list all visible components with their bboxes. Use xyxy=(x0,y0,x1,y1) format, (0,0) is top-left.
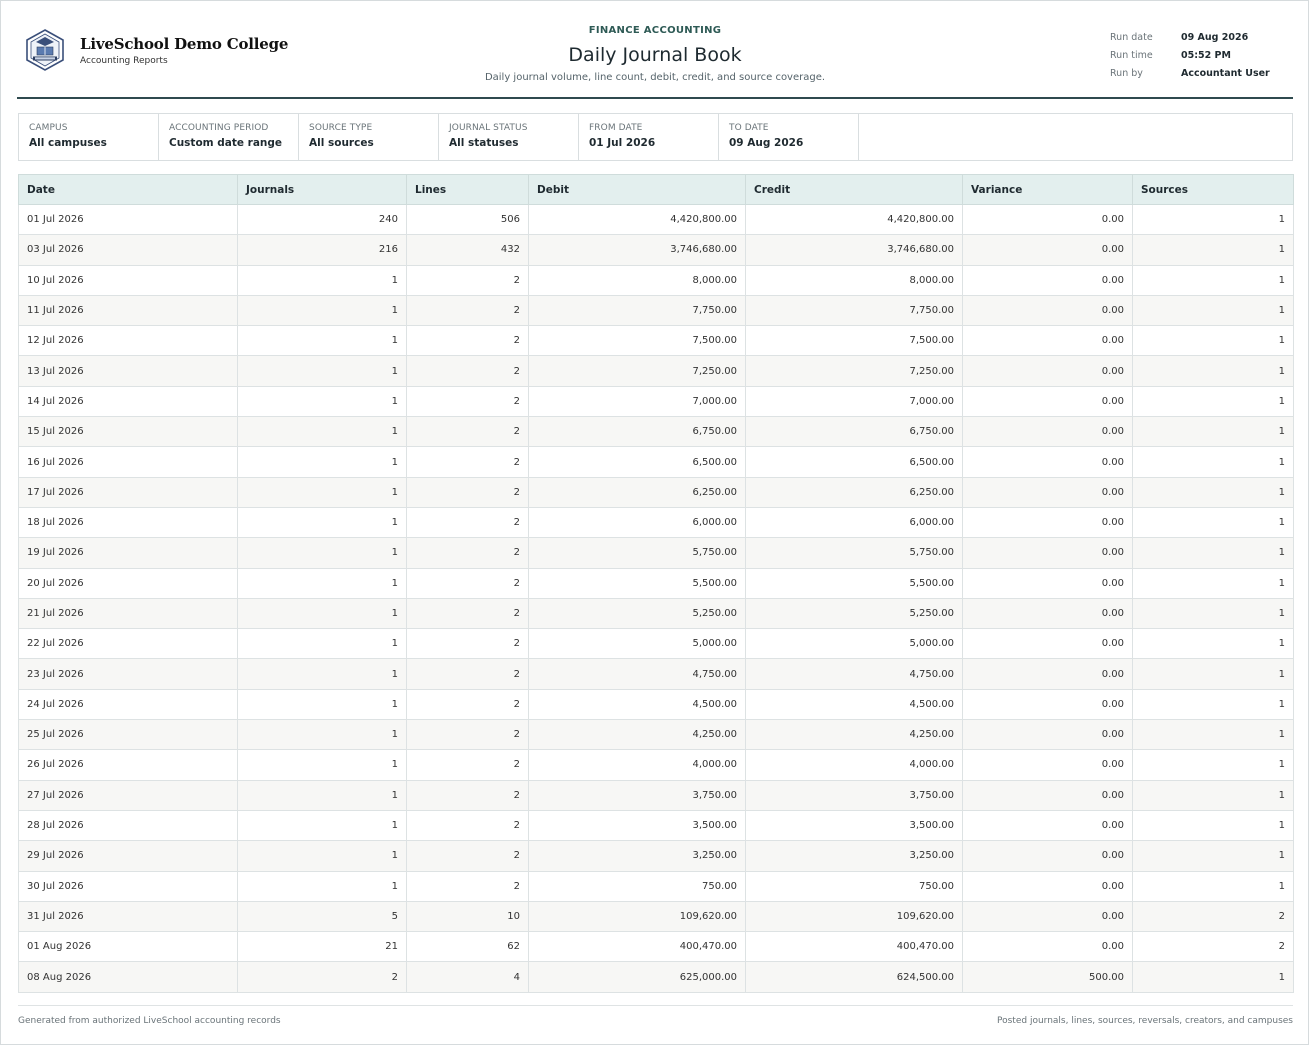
journals-cell: 240 xyxy=(238,205,407,235)
lines-cell: 2 xyxy=(407,477,529,507)
variance-cell: 0.00 xyxy=(963,507,1133,537)
credit-cell: 7,750.00 xyxy=(746,295,963,325)
filter-to-date[interactable] xyxy=(719,114,859,160)
lines-cell: 2 xyxy=(407,538,529,568)
table-row xyxy=(19,841,1294,871)
journals-cell: 1 xyxy=(238,841,407,871)
date-cell: 01 Jul 2026 xyxy=(19,205,238,235)
journals-cell: 1 xyxy=(238,780,407,810)
sources-cell: 1 xyxy=(1133,507,1294,537)
debit-cell: 4,500.00 xyxy=(529,689,746,719)
date-cell: 13 Jul 2026 xyxy=(19,356,238,386)
sources-cell: 1 xyxy=(1133,871,1294,901)
date-cell: 31 Jul 2026 xyxy=(19,901,238,931)
debit-cell: 6,000.00 xyxy=(529,507,746,537)
table-row xyxy=(19,810,1294,840)
journals-cell: 1 xyxy=(238,295,407,325)
variance-cell: 0.00 xyxy=(963,477,1133,507)
debit-cell: 7,250.00 xyxy=(529,356,746,386)
filter-value: 09 Aug 2026 xyxy=(729,137,804,149)
meta-key: Run time xyxy=(1110,49,1153,61)
journals-cell: 1 xyxy=(238,326,407,356)
lines-cell: 2 xyxy=(407,689,529,719)
org-name: LiveSchool Demo College xyxy=(80,34,289,53)
variance-cell: 0.00 xyxy=(963,356,1133,386)
column-header-sources: Sources xyxy=(1133,175,1294,205)
credit-cell: 4,000.00 xyxy=(746,750,963,780)
debit-cell: 7,500.00 xyxy=(529,326,746,356)
date-cell: 30 Jul 2026 xyxy=(19,871,238,901)
debit-cell: 400,470.00 xyxy=(529,932,746,962)
table-row xyxy=(19,356,1294,386)
filter-label: JOURNAL STATUS xyxy=(449,123,528,133)
lines-cell: 10 xyxy=(407,901,529,931)
lines-cell: 2 xyxy=(407,265,529,295)
brand xyxy=(23,28,288,72)
column-header-credit: Credit xyxy=(746,175,963,205)
journals-cell: 2 xyxy=(238,962,407,992)
table-row xyxy=(19,507,1294,537)
date-cell: 01 Aug 2026 xyxy=(19,932,238,962)
debit-cell: 3,750.00 xyxy=(529,780,746,810)
filter-label: SOURCE TYPE xyxy=(309,123,373,133)
variance-cell: 0.00 xyxy=(963,629,1133,659)
credit-cell: 624,500.00 xyxy=(746,962,963,992)
sources-cell: 1 xyxy=(1133,205,1294,235)
filter-journal-status[interactable] xyxy=(439,114,579,160)
date-cell: 24 Jul 2026 xyxy=(19,689,238,719)
date-cell: 08 Aug 2026 xyxy=(19,962,238,992)
debit-cell: 3,250.00 xyxy=(529,841,746,871)
journals-cell: 216 xyxy=(238,235,407,265)
variance-cell: 0.00 xyxy=(963,538,1133,568)
credit-cell: 400,470.00 xyxy=(746,932,963,962)
lines-cell: 2 xyxy=(407,780,529,810)
table-row xyxy=(19,659,1294,689)
date-cell: 14 Jul 2026 xyxy=(19,386,238,416)
filter-label: TO DATE xyxy=(729,123,769,133)
variance-cell: 0.00 xyxy=(963,780,1133,810)
debit-cell: 4,000.00 xyxy=(529,750,746,780)
credit-cell: 4,500.00 xyxy=(746,689,963,719)
variance-cell: 500.00 xyxy=(963,962,1133,992)
sources-cell: 1 xyxy=(1133,629,1294,659)
journals-cell: 1 xyxy=(238,750,407,780)
report-header xyxy=(17,1,1293,99)
meta-value: 05:52 PM xyxy=(1181,49,1231,61)
journals-cell: 1 xyxy=(238,659,407,689)
date-cell: 18 Jul 2026 xyxy=(19,507,238,537)
variance-cell: 0.00 xyxy=(963,265,1133,295)
credit-cell: 5,750.00 xyxy=(746,538,963,568)
debit-cell: 8,000.00 xyxy=(529,265,746,295)
journals-cell: 1 xyxy=(238,507,407,537)
table-row xyxy=(19,295,1294,325)
variance-cell: 0.00 xyxy=(963,205,1133,235)
variance-cell: 0.00 xyxy=(963,417,1133,447)
sources-cell: 1 xyxy=(1133,477,1294,507)
sources-cell: 1 xyxy=(1133,447,1294,477)
date-cell: 10 Jul 2026 xyxy=(19,265,238,295)
variance-cell: 0.00 xyxy=(963,810,1133,840)
variance-cell: 0.00 xyxy=(963,598,1133,628)
sources-cell: 1 xyxy=(1133,326,1294,356)
table-row xyxy=(19,447,1294,477)
date-cell: 16 Jul 2026 xyxy=(19,447,238,477)
table-row xyxy=(19,932,1294,962)
date-cell: 27 Jul 2026 xyxy=(19,780,238,810)
credit-cell: 7,250.00 xyxy=(746,356,963,386)
date-cell: 20 Jul 2026 xyxy=(19,568,238,598)
sources-cell: 1 xyxy=(1133,417,1294,447)
variance-cell: 0.00 xyxy=(963,386,1133,416)
journals-cell: 1 xyxy=(238,386,407,416)
table-row xyxy=(19,538,1294,568)
table-row xyxy=(19,265,1294,295)
table-row xyxy=(19,326,1294,356)
variance-cell: 0.00 xyxy=(963,841,1133,871)
journals-cell: 1 xyxy=(238,265,407,295)
date-cell: 26 Jul 2026 xyxy=(19,750,238,780)
variance-cell: 0.00 xyxy=(963,932,1133,962)
lines-cell: 2 xyxy=(407,871,529,901)
table-row xyxy=(19,871,1294,901)
debit-cell: 7,750.00 xyxy=(529,295,746,325)
date-cell: 25 Jul 2026 xyxy=(19,720,238,750)
sources-cell: 1 xyxy=(1133,295,1294,325)
credit-cell: 7,000.00 xyxy=(746,386,963,416)
meta-value: Accountant User xyxy=(1181,67,1270,79)
credit-cell: 4,250.00 xyxy=(746,720,963,750)
table-row xyxy=(19,962,1294,992)
variance-cell: 0.00 xyxy=(963,659,1133,689)
sources-cell: 1 xyxy=(1133,750,1294,780)
debit-cell: 4,250.00 xyxy=(529,720,746,750)
journals-cell: 1 xyxy=(238,720,407,750)
lines-cell: 2 xyxy=(407,356,529,386)
credit-cell: 3,500.00 xyxy=(746,810,963,840)
date-cell: 21 Jul 2026 xyxy=(19,598,238,628)
column-header-lines: Lines xyxy=(407,175,529,205)
report-footer xyxy=(18,1005,1293,1026)
filter-accounting-period[interactable] xyxy=(159,114,299,160)
credit-cell: 109,620.00 xyxy=(746,901,963,931)
org-subtitle: Accounting Reports xyxy=(80,55,168,66)
variance-cell: 0.00 xyxy=(963,326,1133,356)
title-block xyxy=(357,25,953,83)
date-cell: 12 Jul 2026 xyxy=(19,326,238,356)
table-row xyxy=(19,689,1294,719)
date-cell: 03 Jul 2026 xyxy=(19,235,238,265)
journals-cell: 1 xyxy=(238,810,407,840)
sources-cell: 1 xyxy=(1133,810,1294,840)
debit-cell: 750.00 xyxy=(529,871,746,901)
filter-from-date[interactable] xyxy=(579,114,719,160)
credit-cell: 4,750.00 xyxy=(746,659,963,689)
journals-cell: 1 xyxy=(238,538,407,568)
debit-cell: 625,000.00 xyxy=(529,962,746,992)
lines-cell: 432 xyxy=(407,235,529,265)
lines-cell: 2 xyxy=(407,810,529,840)
credit-cell: 5,250.00 xyxy=(746,598,963,628)
column-header-variance: Variance xyxy=(963,175,1133,205)
debit-cell: 5,750.00 xyxy=(529,538,746,568)
lines-cell: 62 xyxy=(407,932,529,962)
school-crest-icon xyxy=(23,28,67,72)
lines-cell: 2 xyxy=(407,295,529,325)
meta-value: 09 Aug 2026 xyxy=(1181,31,1249,43)
sources-cell: 1 xyxy=(1133,356,1294,386)
variance-cell: 0.00 xyxy=(963,295,1133,325)
date-cell: 19 Jul 2026 xyxy=(19,538,238,568)
credit-cell: 8,000.00 xyxy=(746,265,963,295)
sources-cell: 1 xyxy=(1133,689,1294,719)
meta-row-run-time xyxy=(1110,46,1270,64)
filter-value: Custom date range xyxy=(169,137,283,149)
sources-cell: 1 xyxy=(1133,720,1294,750)
lines-cell: 2 xyxy=(407,841,529,871)
debit-cell: 4,420,800.00 xyxy=(529,205,746,235)
lines-cell: 2 xyxy=(407,326,529,356)
sources-cell: 1 xyxy=(1133,841,1294,871)
table-row xyxy=(19,235,1294,265)
journals-cell: 5 xyxy=(238,901,407,931)
variance-cell: 0.00 xyxy=(963,568,1133,598)
journal-table-container xyxy=(18,174,1293,993)
filter-bar xyxy=(18,113,1293,161)
variance-cell: 0.00 xyxy=(963,447,1133,477)
date-cell: 28 Jul 2026 xyxy=(19,810,238,840)
sources-cell: 2 xyxy=(1133,932,1294,962)
lines-cell: 2 xyxy=(407,750,529,780)
lines-cell: 2 xyxy=(407,568,529,598)
sources-cell: 1 xyxy=(1133,265,1294,295)
variance-cell: 0.00 xyxy=(963,871,1133,901)
table-row xyxy=(19,780,1294,810)
sources-cell: 1 xyxy=(1133,962,1294,992)
variance-cell: 0.00 xyxy=(963,689,1133,719)
credit-cell: 3,750.00 xyxy=(746,780,963,810)
journals-cell: 1 xyxy=(238,598,407,628)
filter-value: All sources xyxy=(309,137,374,149)
credit-cell: 750.00 xyxy=(746,871,963,901)
table-row xyxy=(19,750,1294,780)
date-cell: 11 Jul 2026 xyxy=(19,295,238,325)
credit-cell: 6,500.00 xyxy=(746,447,963,477)
sources-cell: 1 xyxy=(1133,386,1294,416)
sources-cell: 2 xyxy=(1133,901,1294,931)
credit-cell: 4,420,800.00 xyxy=(746,205,963,235)
date-cell: 15 Jul 2026 xyxy=(19,417,238,447)
credit-cell: 5,500.00 xyxy=(746,568,963,598)
variance-cell: 0.00 xyxy=(963,901,1133,931)
credit-cell: 6,250.00 xyxy=(746,477,963,507)
meta-key: Run by xyxy=(1110,67,1143,79)
lines-cell: 2 xyxy=(407,629,529,659)
debit-cell: 3,746,680.00 xyxy=(529,235,746,265)
meta-row-run-by xyxy=(1110,64,1270,82)
variance-cell: 0.00 xyxy=(963,720,1133,750)
filter-campus[interactable] xyxy=(19,114,159,160)
footer-left-note: Generated from authorized LiveSchool accounting records xyxy=(18,1016,281,1026)
lines-cell: 2 xyxy=(407,720,529,750)
lines-cell: 2 xyxy=(407,507,529,537)
filter-value: 01 Jul 2026 xyxy=(589,137,656,149)
table-row xyxy=(19,901,1294,931)
debit-cell: 5,250.00 xyxy=(529,598,746,628)
debit-cell: 6,250.00 xyxy=(529,477,746,507)
meta-row-run-date xyxy=(1110,28,1270,46)
date-cell: 29 Jul 2026 xyxy=(19,841,238,871)
lines-cell: 2 xyxy=(407,598,529,628)
filter-label: ACCOUNTING PERIOD xyxy=(169,123,269,133)
lines-cell: 2 xyxy=(407,447,529,477)
report-eyebrow: FINANCE ACCOUNTING xyxy=(588,25,722,36)
lines-cell: 506 xyxy=(407,205,529,235)
table-row xyxy=(19,598,1294,628)
sources-cell: 1 xyxy=(1133,235,1294,265)
variance-cell: 0.00 xyxy=(963,750,1133,780)
filter-value: All campuses xyxy=(29,137,107,149)
meta-key: Run date xyxy=(1110,31,1153,43)
column-header-debit: Debit xyxy=(529,175,746,205)
journals-cell: 1 xyxy=(238,447,407,477)
debit-cell: 7,000.00 xyxy=(529,386,746,416)
date-cell: 23 Jul 2026 xyxy=(19,659,238,689)
journal-table xyxy=(18,174,1294,993)
filter-value: All statuses xyxy=(449,137,519,149)
lines-cell: 2 xyxy=(407,659,529,689)
filter-source-type[interactable] xyxy=(299,114,439,160)
journals-cell: 1 xyxy=(238,629,407,659)
credit-cell: 7,500.00 xyxy=(746,326,963,356)
table-row xyxy=(19,417,1294,447)
sources-cell: 1 xyxy=(1133,780,1294,810)
filter-label: CAMPUS xyxy=(29,123,68,133)
table-row xyxy=(19,477,1294,507)
sources-cell: 1 xyxy=(1133,659,1294,689)
debit-cell: 6,750.00 xyxy=(529,417,746,447)
page-title: Daily Journal Book xyxy=(568,44,742,66)
run-metadata xyxy=(1110,28,1270,82)
date-cell: 17 Jul 2026 xyxy=(19,477,238,507)
journals-cell: 1 xyxy=(238,689,407,719)
journals-cell: 21 xyxy=(238,932,407,962)
lines-cell: 4 xyxy=(407,962,529,992)
sources-cell: 1 xyxy=(1133,568,1294,598)
credit-cell: 5,000.00 xyxy=(746,629,963,659)
table-row xyxy=(19,205,1294,235)
table-row xyxy=(19,386,1294,416)
footer-right-note: Posted journals, lines, sources, reversals, creators, and campuses xyxy=(997,1016,1293,1026)
debit-cell: 4,750.00 xyxy=(529,659,746,689)
table-row xyxy=(19,629,1294,659)
sources-cell: 1 xyxy=(1133,538,1294,568)
journals-cell: 1 xyxy=(238,477,407,507)
debit-cell: 5,500.00 xyxy=(529,568,746,598)
column-header-journals: Journals xyxy=(238,175,407,205)
debit-cell: 6,500.00 xyxy=(529,447,746,477)
variance-cell: 0.00 xyxy=(963,235,1133,265)
table-row xyxy=(19,720,1294,750)
lines-cell: 2 xyxy=(407,386,529,416)
journals-cell: 1 xyxy=(238,871,407,901)
lines-cell: 2 xyxy=(407,417,529,447)
table-body xyxy=(19,205,1294,993)
journals-cell: 1 xyxy=(238,356,407,386)
journals-cell: 1 xyxy=(238,417,407,447)
date-cell: 22 Jul 2026 xyxy=(19,629,238,659)
credit-cell: 3,746,680.00 xyxy=(746,235,963,265)
table-header-row xyxy=(19,175,1294,205)
column-header-date: Date xyxy=(19,175,238,205)
debit-cell: 5,000.00 xyxy=(529,629,746,659)
debit-cell: 109,620.00 xyxy=(529,901,746,931)
table-row xyxy=(19,568,1294,598)
credit-cell: 6,000.00 xyxy=(746,507,963,537)
report-description: Daily journal volume, line count, debit, credit, and source coverage. xyxy=(484,72,826,83)
credit-cell: 6,750.00 xyxy=(746,417,963,447)
sources-cell: 1 xyxy=(1133,598,1294,628)
credit-cell: 3,250.00 xyxy=(746,841,963,871)
journals-cell: 1 xyxy=(238,568,407,598)
filter-label: FROM DATE xyxy=(589,123,643,133)
debit-cell: 3,500.00 xyxy=(529,810,746,840)
